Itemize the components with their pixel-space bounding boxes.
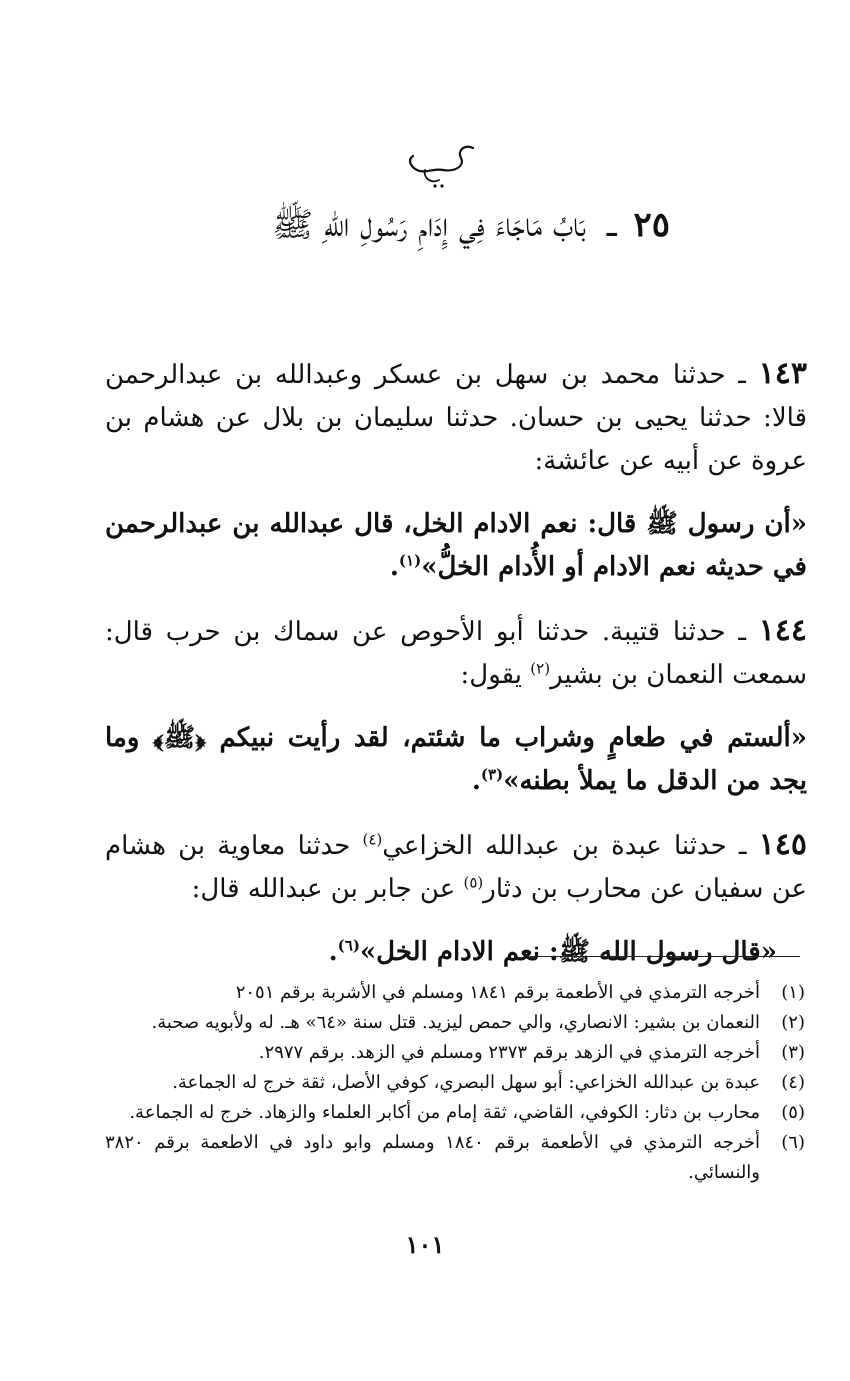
footnote-marker: (١) bbox=[398, 551, 422, 570]
hadith-number: ١٤٥ bbox=[758, 827, 808, 862]
footnote-number: (٦) bbox=[781, 1132, 805, 1153]
isnad-text: يقول: bbox=[460, 660, 523, 690]
footnote bbox=[105, 978, 805, 1008]
chapter-dash: ـ bbox=[606, 205, 617, 245]
calligraphy-ornament-icon bbox=[395, 140, 485, 190]
hadith-number: ١٤٤ bbox=[758, 613, 808, 648]
footnote-text: أخرجه الترمذي في الأطعمة برقم ١٨٤٠ ومسلم وابو داود في الاطعمة برقم ٣٨٢٠ والنسائي. bbox=[105, 1132, 760, 1183]
footnote bbox=[105, 1128, 805, 1188]
chapter-title: بَابُ مَاجَاءَ فِي إِدَامِ رَسُولِ اللهِ ﷺ bbox=[272, 205, 586, 245]
footnote-text: أخرجه الترمذي في الزهد برقم ٢٣٧٣ ومسلم في الزهد. برقم ٢٩٧٧. bbox=[258, 1042, 760, 1063]
isnad-text: حدثنا معاوية بن هشام عن سفيان عن محارب بن دثار bbox=[105, 831, 807, 904]
footnote-text: محارب بن دثار: الكوفي، القاضي، ثقة إمام من أكابر العلماء والزهاد. خرج له الجماعة. bbox=[129, 1102, 760, 1123]
hadith-145-isnad bbox=[105, 823, 807, 911]
page-number: ١٠١ bbox=[405, 1230, 445, 1259]
main-text bbox=[105, 352, 807, 974]
footnote bbox=[105, 1098, 805, 1128]
chapter-number: ٢٥ bbox=[633, 205, 670, 245]
matn-text: «أن رسول ﷺ قال: نعم الادام الخل، قال عبدالله بن عبدالرحمن في حديثه نعم الادام أو الأُدام الخلُّ» bbox=[105, 509, 807, 582]
footnote-marker: (٥) bbox=[463, 873, 484, 892]
footnote-marker: (٣) bbox=[480, 765, 504, 784]
hadith-143-matn bbox=[105, 503, 807, 589]
matn-text: «ألستم في طعامٍ وشراب ما شئتم، لقد رأيت نبيكم ﴿ﷺ﴾ وما يجد من الدقل ما يملأ بطنه» bbox=[105, 723, 807, 796]
isnad-text: عن جابر بن عبدالله قال: bbox=[191, 874, 456, 904]
footnote-marker: (٦) bbox=[337, 936, 360, 955]
isnad-text: حدثنا محمد بن سهل بن عسكر وعبدالله بن عبدالرحمن قالا: حدثنا يحيى بن حسان. حدثنا سليمان بن بلال عن هشام بن عروة عن أبيه عن عائشة: bbox=[105, 360, 807, 476]
matn-text: «قال رسول الله ﷺ: نعم الادام الخل» bbox=[359, 937, 777, 967]
matn-end: . bbox=[389, 552, 399, 582]
matn-end: . bbox=[328, 937, 338, 967]
footnote-marker: (٢) bbox=[530, 659, 551, 678]
footnote-number: (٣) bbox=[781, 1042, 805, 1063]
hadith-dash: ـ bbox=[738, 831, 747, 861]
isnad-text: حدثنا قتيبة. حدثنا أبو الأحوص عن سماك بن حرب قال: سمعت النعمان بن بشير bbox=[105, 617, 807, 690]
footnote-divider bbox=[530, 956, 800, 957]
chapter-heading bbox=[200, 200, 670, 250]
footnotes bbox=[105, 978, 805, 1188]
footnote-number: (٢) bbox=[781, 1012, 805, 1033]
footnote bbox=[105, 1068, 805, 1098]
hadith-dash: ـ bbox=[738, 360, 746, 390]
hadith-143-isnad bbox=[105, 352, 807, 483]
isnad-text: حدثنا عبدة بن عبدالله الخزاعي bbox=[382, 831, 727, 861]
hadith-number: ١٤٣ bbox=[758, 356, 807, 391]
footnote-number: (٤) bbox=[781, 1072, 805, 1093]
footnote-number: (١) bbox=[781, 982, 805, 1003]
footnote bbox=[105, 1008, 805, 1038]
hadith-dash: ـ bbox=[738, 617, 746, 647]
footnote-text: عبدة بن عبدالله الخزاعي: أبو سهل البصري، كوفي الأصل، ثقة خرج له الجماعة. bbox=[172, 1072, 760, 1093]
hadith-144-isnad bbox=[105, 609, 807, 697]
footnote bbox=[105, 1038, 805, 1068]
footnote-text: النعمان بن بشير: الانصاري، والي حمص ليزيد. قتل سنة «٦٤» هـ. له ولأبويه صحبة. bbox=[151, 1012, 760, 1033]
matn-end: . bbox=[471, 766, 481, 796]
hadith-145-matn bbox=[105, 931, 807, 974]
footnote-marker: (٤) bbox=[362, 830, 383, 849]
footnote-text: أخرجه الترمذي في الأطعمة برقم ١٨٤١ ومسلم في الأشربة برقم ٢٠٥١ bbox=[235, 982, 760, 1003]
footnote-number: (٥) bbox=[781, 1102, 805, 1123]
hadith-144-matn bbox=[105, 717, 807, 803]
